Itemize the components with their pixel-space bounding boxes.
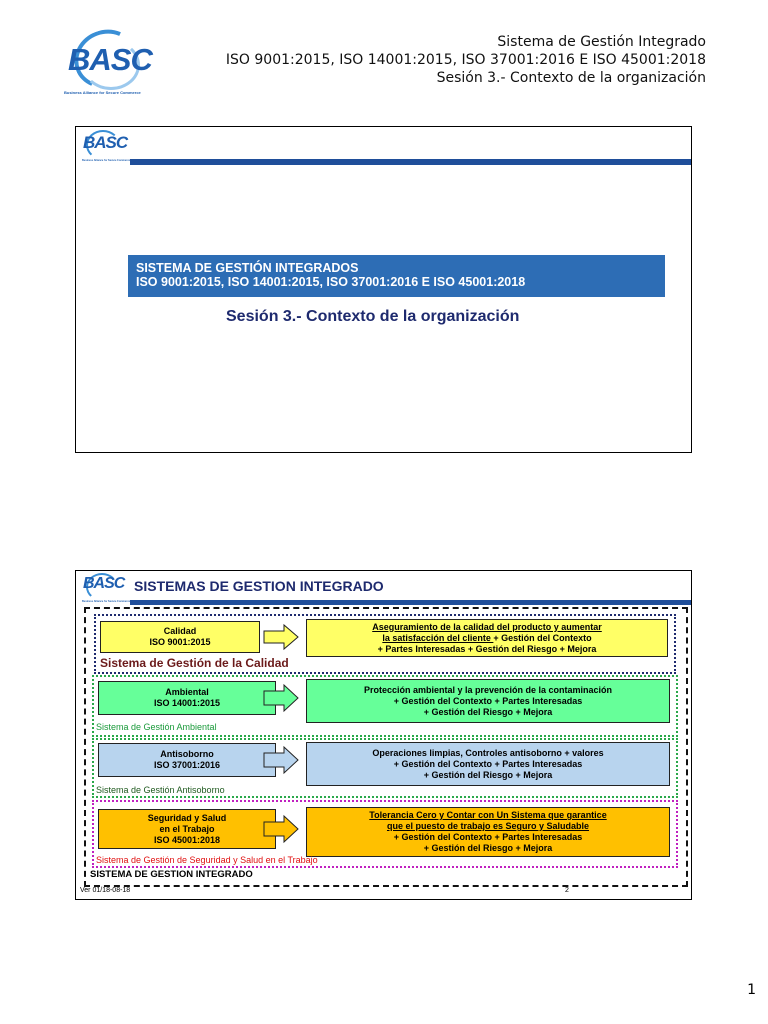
calidad-arrow-icon <box>262 623 300 651</box>
slide-1-logo-text: BASC <box>83 133 128 152</box>
header-standards: ISO 9001:2015, ISO 14001:2015, ISO 37001:2016 E ISO 45001:2018 <box>225 52 706 68</box>
ambiental-system-label: Sistema de Gestión Ambiental <box>96 722 217 732</box>
antisoborno-standard-box <box>98 743 276 777</box>
calidad-objective-box <box>306 619 668 657</box>
ambiental-objective-box <box>306 679 670 723</box>
ambiental-arrow-icon <box>262 683 300 713</box>
calidad-iso: ISO 9001:2015 <box>149 637 211 647</box>
seguridad-standard-box <box>98 809 276 849</box>
logo-text: BASC <box>68 42 152 77</box>
seguridad-objective-box <box>306 807 670 857</box>
calidad-objective-line1: Aseguramiento de la calidad del producto y aumentar <box>372 621 602 632</box>
slide-2-logo-tagline: Business Alliance for Secure Commerce <box>82 600 130 603</box>
seguridad-objective-line4: + Gestión del Riesgo + Mejora <box>423 843 553 853</box>
ambiental-standard-box <box>98 681 276 715</box>
slide-2-logo-text: BASC <box>83 575 125 592</box>
seguridad-system-label: Sistema de Gestión de Seguridad y Salud en el Trabajo <box>96 855 318 865</box>
slide-1-logo <box>80 129 130 167</box>
antisoborno-objective-line2: + Gestión del Contexto + Partes Interesadas <box>393 758 583 769</box>
antisoborno-arrow-icon <box>262 745 300 775</box>
ambiental-name: Ambiental <box>165 687 209 697</box>
ambiental-iso: ISO 14001:2015 <box>153 698 221 708</box>
calidad-standard-box <box>100 621 260 653</box>
slide-1-header-bar <box>130 159 691 165</box>
antisoborno-objective-line3: + Gestión del Riesgo + Mejora <box>423 769 553 780</box>
calidad-system-label: Sistema de Gestión de la Calidad <box>100 656 289 670</box>
slide-1-subtitle: Sesión 3.- Contexto de la organización <box>226 308 520 325</box>
seguridad-objective-line3: + Gestión del Contexto + Partes Interesadas <box>393 832 583 842</box>
calidad-objective-line2a: la satisfacción del cliente <box>382 632 494 643</box>
slide-2-logo <box>80 572 130 606</box>
calidad-name: Calidad <box>163 626 197 636</box>
integrated-system-label: SISTEMA DE GESTION INTEGRADO <box>90 869 253 880</box>
seguridad-name-line1: Seguridad y Salud <box>147 812 227 823</box>
slide-2-header-bar <box>130 600 691 605</box>
header-session: Sesión 3.- Contexto de la organización <box>436 70 706 86</box>
antisoborno-name: Antisoborno <box>160 749 214 759</box>
basc-logo <box>60 28 150 98</box>
slide-1 <box>75 126 692 453</box>
calidad-objective-line2b: + Gestión del Contexto <box>493 632 592 643</box>
slide-2-version: Ver 01/18-08-18 <box>80 887 131 894</box>
antisoborno-system-label: Sistema de Gestión Antisoborno <box>96 785 225 795</box>
slide-1-logo-tagline: Business Alliance for Secure Commerce <box>82 159 130 162</box>
slide-1-title-box <box>128 255 665 297</box>
slide-1-title-line1: SISTEMA DE GESTIÓN INTEGRADOS <box>136 261 359 275</box>
seguridad-name-line2: en el Trabajo <box>159 823 215 834</box>
header-title: Sistema de Gestión Integrado <box>497 34 706 50</box>
slide-2-title: SISTEMAS DE GESTION INTEGRADO <box>134 578 384 594</box>
slide-2 <box>75 570 692 900</box>
seguridad-objective-line2: que el puesto de trabajo es Seguro y Saludable <box>386 821 590 831</box>
logo-tagline: Business Alliance for Secure Commerce <box>64 90 141 95</box>
slide-2-number: 2 <box>565 887 569 894</box>
antisoborno-objective-line1: Operaciones limpias, Controles antisoborno + valores <box>372 747 604 758</box>
page-number: 1 <box>747 982 756 998</box>
antisoborno-iso: ISO 37001:2016 <box>153 760 221 770</box>
seguridad-arrow-icon <box>262 814 300 844</box>
slide-1-title-line2: ISO 9001:2015, ISO 14001:2015, ISO 37001:2016 E ISO 45001:2018 <box>136 275 526 289</box>
seguridad-iso: ISO 45001:2018 <box>153 834 221 845</box>
seguridad-objective-line1: Tolerancia Cero y Contar con Un Sistema que garantice <box>369 810 607 820</box>
antisoborno-objective-box <box>306 742 670 786</box>
ambiental-objective-line2: + Gestión del Contexto + Partes Interesadas <box>393 695 583 706</box>
ambiental-objective-line3: + Gestión del Riesgo + Mejora <box>423 706 553 717</box>
calidad-objective-line3: + Partes Interesadas + Gestión del Riesgo + Mejora <box>377 643 597 654</box>
ambiental-objective-line1: Protección ambiental y la prevención de la contaminación <box>363 684 613 695</box>
